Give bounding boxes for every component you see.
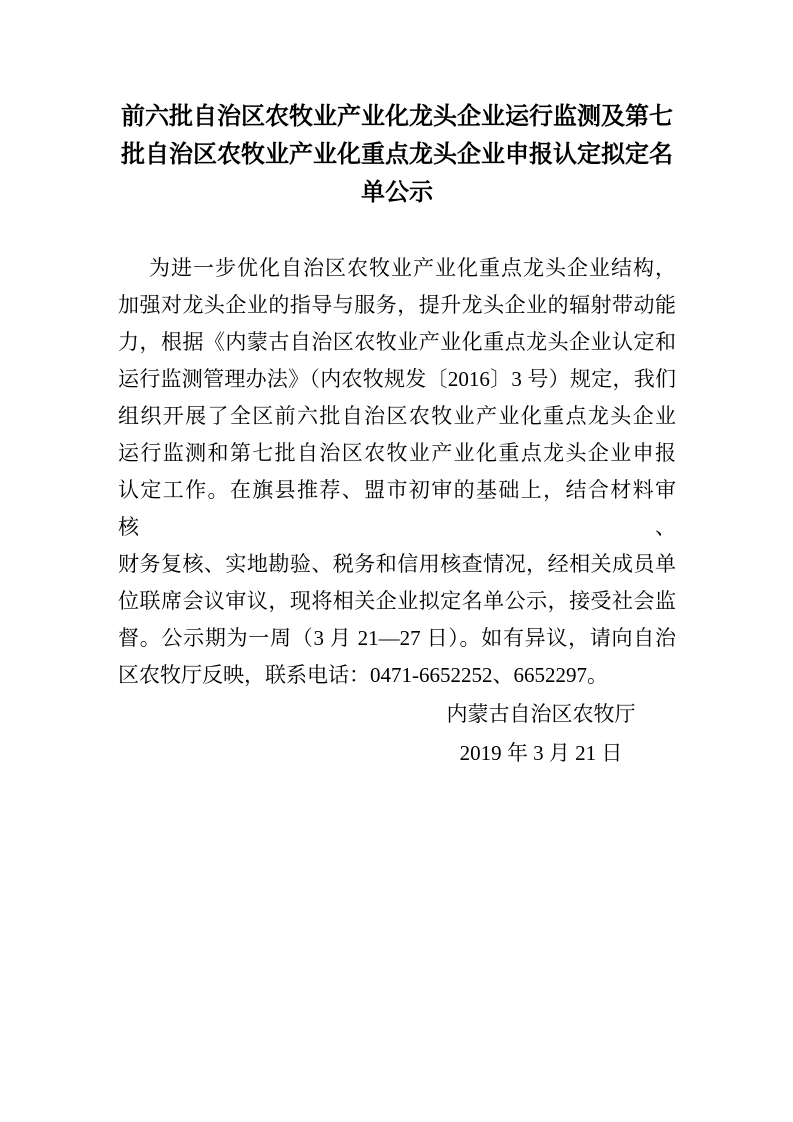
title-line-2: 批自治区农牧业产业化重点龙头企业申报认定拟定名 xyxy=(121,141,673,168)
title-line-1: 前六批自治区农牧业产业化龙头企业运行监测及第七 xyxy=(121,103,673,130)
para-line-5: 组织开展了全区前六批自治区农牧业产业化重点龙头企业 xyxy=(118,404,676,428)
para-line-10: 督。公示期为一周（3 月 21—27 日）。如有异议，请向自治 xyxy=(118,626,676,650)
document-title xyxy=(118,98,676,212)
signature-organization: 内蒙古自治区农牧厅 xyxy=(446,702,636,726)
para-line-7: 认定工作。在旗县推荐、盟市初审的基础上，结合材料审核、 xyxy=(118,478,676,539)
para-line-1: 为进一步优化自治区农牧业产业化重点龙头企业结构， xyxy=(149,256,676,280)
para-line-8: 财务复核、实地勘验、税务和信用核查情况，经相关成员单 xyxy=(118,552,676,576)
para-line-9: 位联席会议审议，现将相关企业拟定名单公示，接受社会监 xyxy=(118,589,676,613)
signature-block xyxy=(118,695,676,773)
para-line-4: 运行监测管理办法》（内农牧规发〔2016〕3 号）规定，我们 xyxy=(118,367,676,391)
para-line-6: 运行监测和第七批自治区农牧业产业化重点龙头企业申报 xyxy=(118,441,676,465)
para-line-11: 区农牧厅反映，联系电话：0471-6652252、6652297。 xyxy=(118,663,608,687)
para-line-2: 加强对龙头企业的指导与服务，提升龙头企业的辐射带动能 xyxy=(118,293,676,317)
announcement-body-paragraph xyxy=(118,250,676,694)
para-line-3: 力，根据《内蒙古自治区农牧业产业化重点龙头企业认定和 xyxy=(118,330,676,354)
title-line-3: 单公示 xyxy=(361,179,433,206)
signature-date: 2019 年 3 月 21 日 xyxy=(459,741,623,765)
